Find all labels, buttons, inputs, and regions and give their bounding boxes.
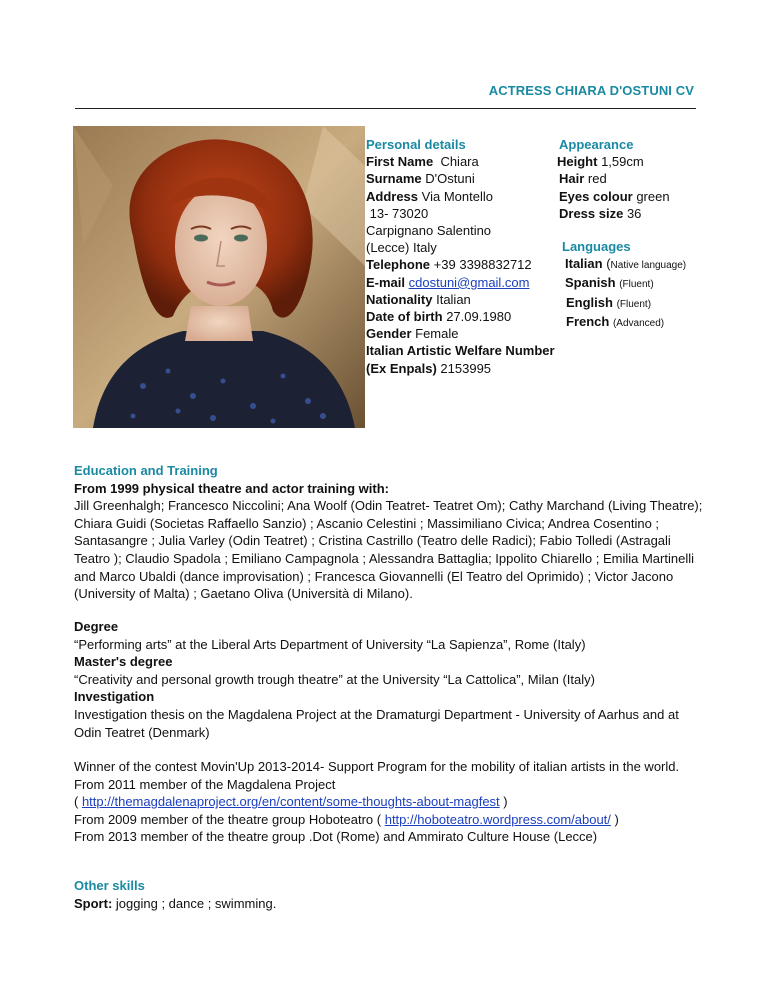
page-title: ACTRESS CHIARA D'OSTUNI CV xyxy=(488,83,694,98)
language-name: French xyxy=(566,313,610,329)
degrees-section xyxy=(74,618,704,741)
nationality-label: Nationality xyxy=(366,291,433,307)
height-row xyxy=(557,153,670,170)
language-level: (Fluent) xyxy=(616,298,652,310)
nationality-value: Italian xyxy=(436,291,471,307)
telephone-label: Telephone xyxy=(366,257,431,273)
telephone-value: +39 3398832712 xyxy=(433,257,532,273)
dress-value: 36 xyxy=(626,205,642,221)
master-text: “Creativity and personal growth trough theatre” at the University “La Cattolica”, Milan (Italy) xyxy=(74,671,595,687)
welfare-number-row xyxy=(366,360,555,377)
hair-row xyxy=(557,170,670,187)
personal-details-heading: Personal details xyxy=(366,137,466,152)
language-level: (Fluent) xyxy=(619,279,654,291)
language-paren: ( xyxy=(602,256,611,272)
language-item xyxy=(562,274,686,293)
language-level: Native language) xyxy=(610,260,687,272)
gender-label: Gender xyxy=(366,326,412,342)
address-label: Address xyxy=(366,188,419,204)
activities-section xyxy=(74,758,704,846)
sport-row xyxy=(74,895,704,913)
language-name: Italian xyxy=(565,256,603,272)
paren-close: ) xyxy=(499,794,508,810)
hoboteatro-link[interactable]: http://hoboteatro.wordpress.com/about/ xyxy=(384,811,611,827)
welfare-number: 2153995 xyxy=(440,360,492,376)
telephone-row xyxy=(366,256,555,273)
language-item xyxy=(562,294,686,313)
dob-value: 27.09.1980 xyxy=(446,309,512,325)
sport-label: Sport: xyxy=(74,895,113,911)
master-label: Master's degree xyxy=(74,654,173,670)
language-item xyxy=(562,313,686,332)
dob-row xyxy=(366,308,555,325)
education-subheading: From 1999 physical theatre and actor training with: xyxy=(74,480,389,496)
language-level: (Advanced) xyxy=(612,317,665,329)
address-value-1: Via Montello xyxy=(421,188,493,204)
address-line-4: (Lecce) Italy xyxy=(366,240,437,256)
appearance-heading: Appearance xyxy=(559,137,634,152)
investigation-label: Investigation xyxy=(74,689,155,705)
address-line-3: Carpignano Salentino xyxy=(366,223,492,239)
education-heading: Education and Training xyxy=(74,463,218,478)
languages-heading: Languages xyxy=(562,239,631,254)
language-name: Spanish xyxy=(565,275,616,291)
hair-label: Hair xyxy=(559,171,585,187)
language-name: English xyxy=(566,294,613,310)
first-name-value: Chiara xyxy=(440,154,479,170)
skills-heading: Other skills xyxy=(74,878,145,893)
email-link[interactable]: cdostuni@gmail.com xyxy=(408,274,530,290)
degree-text: “Performing arts” at the Liberal Arts Department of University “La Sapienza”, Rome (Italy) xyxy=(74,636,586,652)
surname-label: Surname xyxy=(366,171,422,187)
address-row xyxy=(366,188,555,205)
paren-close: ) xyxy=(610,811,619,827)
title-divider xyxy=(75,108,696,109)
gender-row xyxy=(366,325,555,342)
paren-open: ( xyxy=(74,794,82,810)
dob-label: Date of birth xyxy=(366,309,443,325)
first-name-label: First Name xyxy=(366,154,434,170)
height-value: 1,59cm xyxy=(601,154,644,170)
language-item xyxy=(562,255,686,274)
email-row xyxy=(366,274,555,291)
appearance xyxy=(557,136,670,222)
sport-value: jogging ; dance ; swimming. xyxy=(115,895,277,911)
welfare-label-row xyxy=(366,342,555,359)
eyes-row xyxy=(557,188,670,205)
magdalena-link-row xyxy=(74,793,704,811)
surname-row xyxy=(366,170,555,187)
degree-label: Degree xyxy=(74,619,119,634)
hoboteatro-row xyxy=(74,811,704,829)
gender-value: Female xyxy=(415,326,459,342)
winner-text: Winner of the contest Movin'Up 2013-2014- Support Program for the mobility of italian artists in the world. xyxy=(74,759,680,774)
eyes-value: green xyxy=(636,188,670,204)
magdalena-text: From 2011 member of the Magdalena Project xyxy=(74,776,336,792)
eyes-label: Eyes colour xyxy=(559,188,633,204)
welfare-label-2: (Ex Enpals) xyxy=(366,360,437,376)
dress-label: Dress size xyxy=(559,205,624,221)
welfare-label: Italian Artistic Welfare Number xyxy=(366,343,555,359)
hoboteatro-text: From 2009 member of the theatre group Hoboteatro ( xyxy=(74,811,385,827)
education-section xyxy=(74,462,704,603)
address-value-2: 13- 73020 xyxy=(369,205,429,221)
personal-details xyxy=(366,136,555,377)
first-name-row xyxy=(366,153,555,170)
address-line-2 xyxy=(366,205,555,222)
email-label: E-mail xyxy=(366,274,406,290)
profile-photo xyxy=(73,126,365,428)
magdalena-link[interactable]: http://themagdalenaproject.org/en/content/some-thoughts-about-magfest xyxy=(81,794,500,810)
skills-section xyxy=(74,877,704,912)
surname-value: D'Ostuni xyxy=(425,171,475,187)
dress-row xyxy=(557,205,670,222)
nationality-row xyxy=(366,291,555,308)
hair-value: red xyxy=(587,171,607,187)
education-text: Jill Greenhalgh; Francesco Niccolini; Ana Woolf (Odin Teatret- Teatret Om); Cathy Marchand (Living Theatre); Chiara Guidi (Societas Raffaello Sanzio) ; Ascanio Celestini ; Massimiliano Civica; Andrea Cosentino ; Santasangre ; Julia Varley (Odin Teatret) ; Cristina Castrillo (Teatro delle Radici); Fabio Tolledi (Astragali Teatro ); Claudio Spadola ; Emiliano Campagnola ; Alessandra Battaglia; Ippolito Chiarello ; Emilia Martinelli and Marco Ubaldi (dance improvisation) ; Francesca Giovannelli (El Teatro del Oprimido) ; Victor Jacono (University of Malta) ; Gaetano Oliva (Università di Milano). xyxy=(74,498,703,602)
height-label: Height xyxy=(557,154,598,170)
languages xyxy=(562,238,686,332)
dot-text: From 2013 member of the theatre group .Dot (Rome) and Ammirato Culture House (Lecce) xyxy=(74,829,598,845)
investigation-text: Investigation thesis on the Magdalena Project at the Dramaturgi Department - University of Aarhus and at Odin Teatret (Denmark) xyxy=(74,706,679,740)
